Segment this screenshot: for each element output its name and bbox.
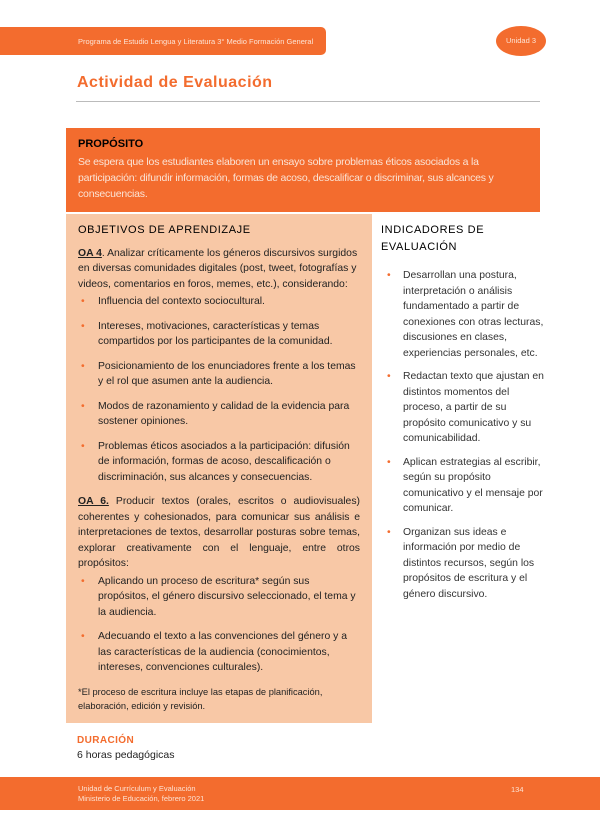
page-number: 134 (511, 784, 524, 794)
oa6-code: OA 6. (78, 496, 109, 507)
oa4-text: . Analizar críticamente los géneros discursivos surgidos en diversas comunidades digitales (post, tweet, fotografías y videos, comentarios en foros, memes, etc.), considerando: (78, 247, 358, 290)
list-item: • Intereses, motivaciones, características y temas compartidos por los participantes de la comunidad. (78, 319, 360, 350)
oa6-paragraph (78, 494, 360, 572)
list-item: • Redactan texto que ajustan en distintos momentos del proceso, a partir de su propósito comunicativo y su comunicabilidad. (381, 369, 549, 447)
oa4-code: OA 4 (78, 247, 102, 259)
purpose-text: Se espera que los estudiantes elaboren un ensayo sobre problemas éticos asociados a la participación: difundir información, formas de acoso, descalificar o discriminar, sus alcances y consecuencias. (78, 156, 494, 200)
oa6-list (78, 574, 360, 676)
writing-process-note: *El proceso de escritura incluye las etapas de planificación, elaboración, edición y revisión. (78, 686, 323, 711)
footer-line2: Ministerio de Educación, febrero 2021 (78, 793, 205, 803)
duration-value: 6 horas pedagógicas (77, 748, 175, 761)
list-item: • Aplican estrategias al escribir, según su propósito comunicativo y el mensaje por comunicar. (381, 455, 549, 517)
divider (76, 101, 540, 102)
purpose-box (66, 128, 540, 212)
oa4-list (78, 294, 360, 485)
indicators-column (381, 214, 549, 610)
unit-badge: Unidad 3 (496, 26, 546, 56)
indicators-list (381, 268, 549, 602)
list-item: • Posicionamiento de los enunciadores frente a los temas y el rol que asumen ante la audiencia. (78, 359, 360, 390)
oa4-paragraph (78, 246, 360, 293)
objectives-box (66, 214, 372, 723)
list-item: • Aplicando un proceso de escritura* según sus propósitos, el género discursivo seleccionado, el tema y la audiencia. (78, 574, 360, 621)
duration-heading: DURACIÓN (77, 734, 135, 746)
objectives-heading: OBJETIVOS DE APRENDIZAJE (78, 224, 251, 236)
purpose-heading: PROPÓSITO (78, 138, 144, 150)
page-title: Actividad de Evaluación (77, 74, 273, 91)
list-item: • Organizan sus ideas e información por medio de distintos recursos, según los propósitos de escritura y el género discursivo. (381, 525, 549, 603)
list-item: • Influencia del contexto sociocultural. (78, 294, 360, 310)
bottom-margin (0, 810, 600, 840)
list-item: • Desarrollan una postura, interpretación o análisis fundamentado a partir de conexiones con otras lecturas, discusiones en clases, experiencias personales, etc. (381, 268, 549, 361)
list-item: • Modos de razonamiento y calidad de la evidencia para sostener opiniones. (78, 399, 360, 430)
indicators-heading: INDICADORES DE EVALUACIÓN (381, 224, 485, 253)
oa6-text: Producir textos (orales, escritos o audiovisuales) coherentes y cohesionados, para comunicar sus análisis e interpretaciones de textos, desarrollar posturas sobre temas, explorar creativamente con el lenguaje, entre otros propósitos: (78, 496, 360, 569)
footer-bar (0, 777, 600, 810)
list-item: • Problemas éticos asociados a la participación: difusión de información, formas de acoso, descalificación o discriminación, sus alcances y consecuencias. (78, 439, 360, 486)
two-columns (66, 214, 544, 723)
footer-line1: Unidad de Currículum y Evaluación (78, 783, 196, 793)
program-header-bar (0, 27, 326, 55)
list-item: • Adecuando el texto a las convenciones del género y a las características de la audiencia (conocimientos, intereses, convenciones culturales). (78, 629, 360, 676)
program-title: Programa de Estudio Lengua y Literatura 3° Medio Formación General (78, 37, 314, 46)
